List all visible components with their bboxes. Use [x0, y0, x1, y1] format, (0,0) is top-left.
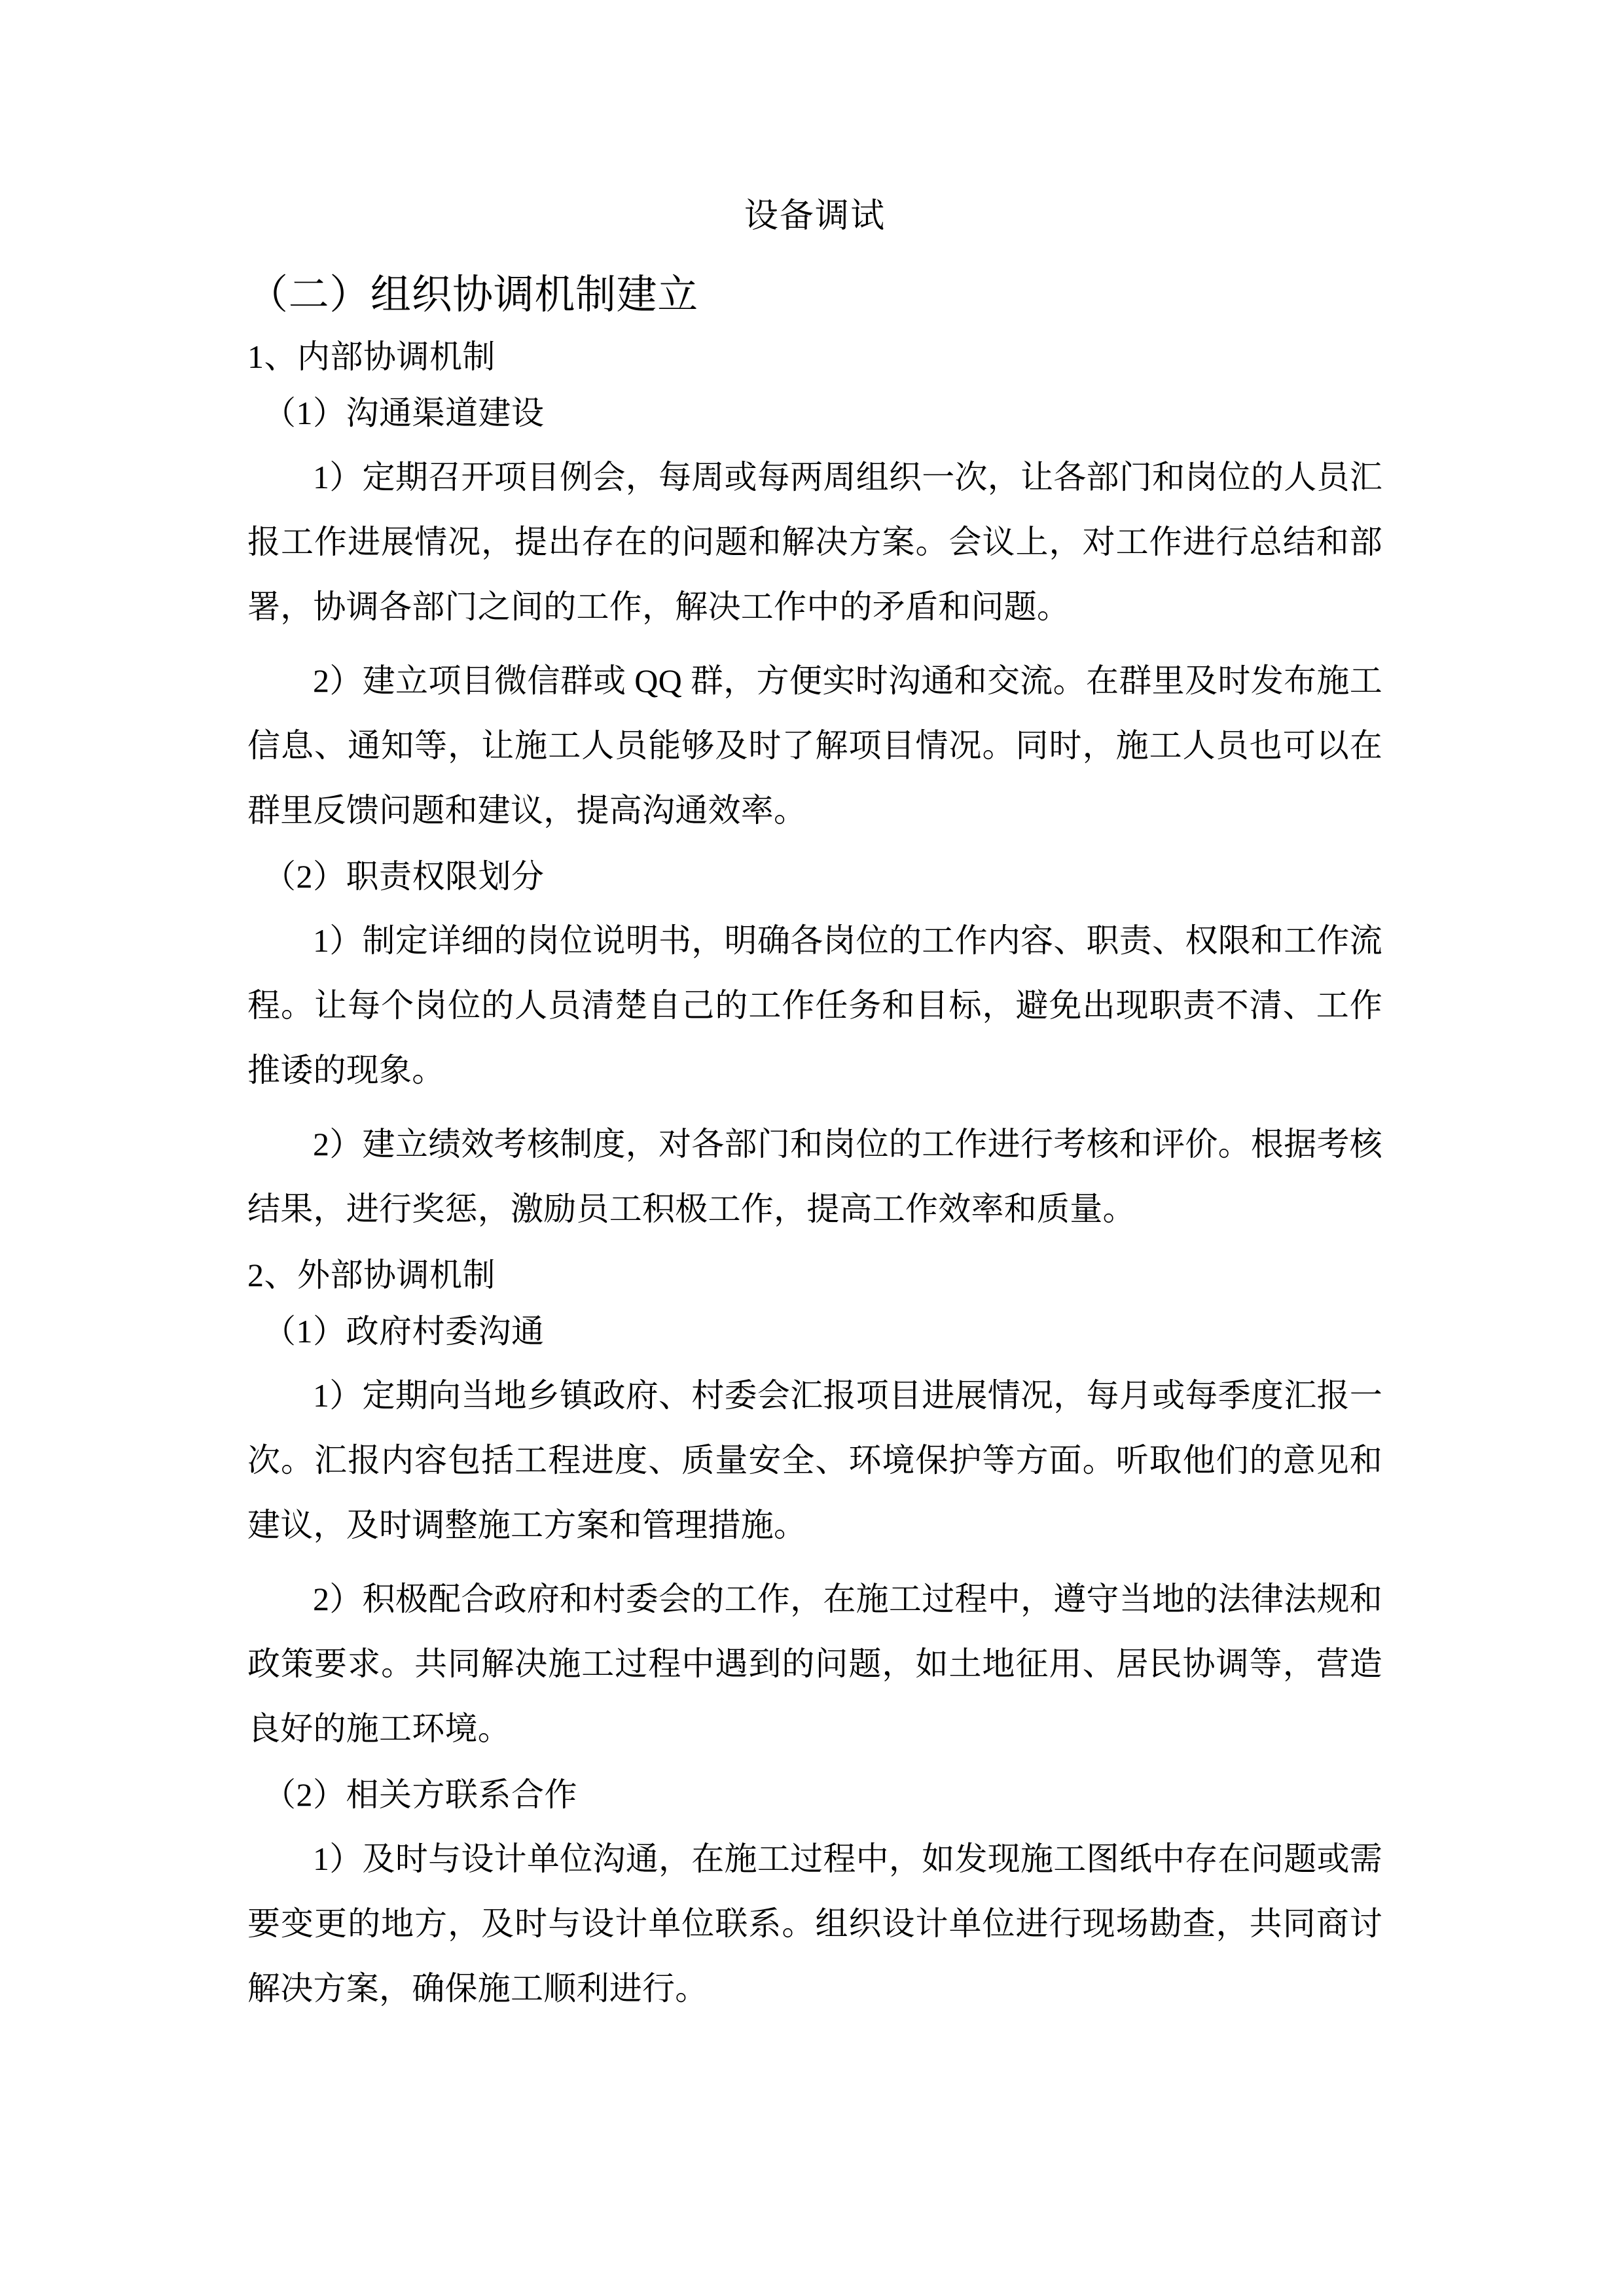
heading-duty-authority: （2）职责权限划分 [263, 858, 545, 895]
heading-external-coordination: 2、外部协调机制 [247, 1257, 496, 1294]
heading-internal-coordination: 1、内部协调机制 [247, 338, 496, 376]
document-content-column [247, 0, 1382, 2021]
paragraph-design-unit: 1）及时与设计单位沟通，在施工过程中，如发现施工图纸中存在问题或需要变更的地方，及时与设计单位联系。组织设计单位进行现场勘查，共同商讨解决方案，确保施工顺利进行。 [247, 1840, 1382, 2007]
paragraph-wechat-group: 2）建立项目微信群或 QQ 群，方便实时沟通和交流。在群里及时发布施工信息、通知等，让施工人员能够及时了解项目情况。同时，施工人员也可以在群里反馈问题和建议，提高沟通效率。 [247, 662, 1382, 829]
paragraph-job-description: 1）制定详细的岗位说明书，明确各岗位的工作内容、职责、权限和工作流程。让每个岗位的人员清楚自己的工作任务和目标，避免出现职责不清、工作推诿的现象。 [247, 922, 1382, 1089]
paragraph-cooperate-government: 2）积极配合政府和村委会的工作，在施工过程中，遵守当地的法律法规和政策要求。共同解决施工过程中遇到的问题，如土地征用、居民协调等，营造良好的施工环境。 [247, 1581, 1382, 1748]
section-heading: （二）组织协调机制建立 [247, 273, 698, 318]
heading-related-parties: （2）相关方联系合作 [263, 1776, 577, 1814]
paragraph-regular-meeting: 1）定期召开项目例会，每周或每两周组织一次，让各部门和岗位的人员汇报工作进展情况，提出存在的问题和解决方案。会议上，对工作进行总结和部署，协调各部门之间的工作，解决工作中的矛盾和问题。 [247, 459, 1382, 626]
heading-government-village: （1）政府村委沟通 [263, 1313, 545, 1350]
page-title: 设备调试 [744, 198, 886, 235]
heading-communication-channel: （1）沟通渠道建设 [263, 395, 545, 432]
paragraph-performance-review: 2）建立绩效考核制度，对各部门和岗位的工作进行考核和评价。根据考核结果，进行奖惩，激励员工积极工作，提高工作效率和质量。 [247, 1126, 1382, 1228]
paragraph-report-progress: 1）定期向当地乡镇政府、村委会汇报项目进展情况，每月或每季度汇报一次。汇报内容包括工程进度、质量安全、环境保护等方面。听取他们的意见和建议，及时调整施工方案和管理措施。 [247, 1377, 1382, 1544]
